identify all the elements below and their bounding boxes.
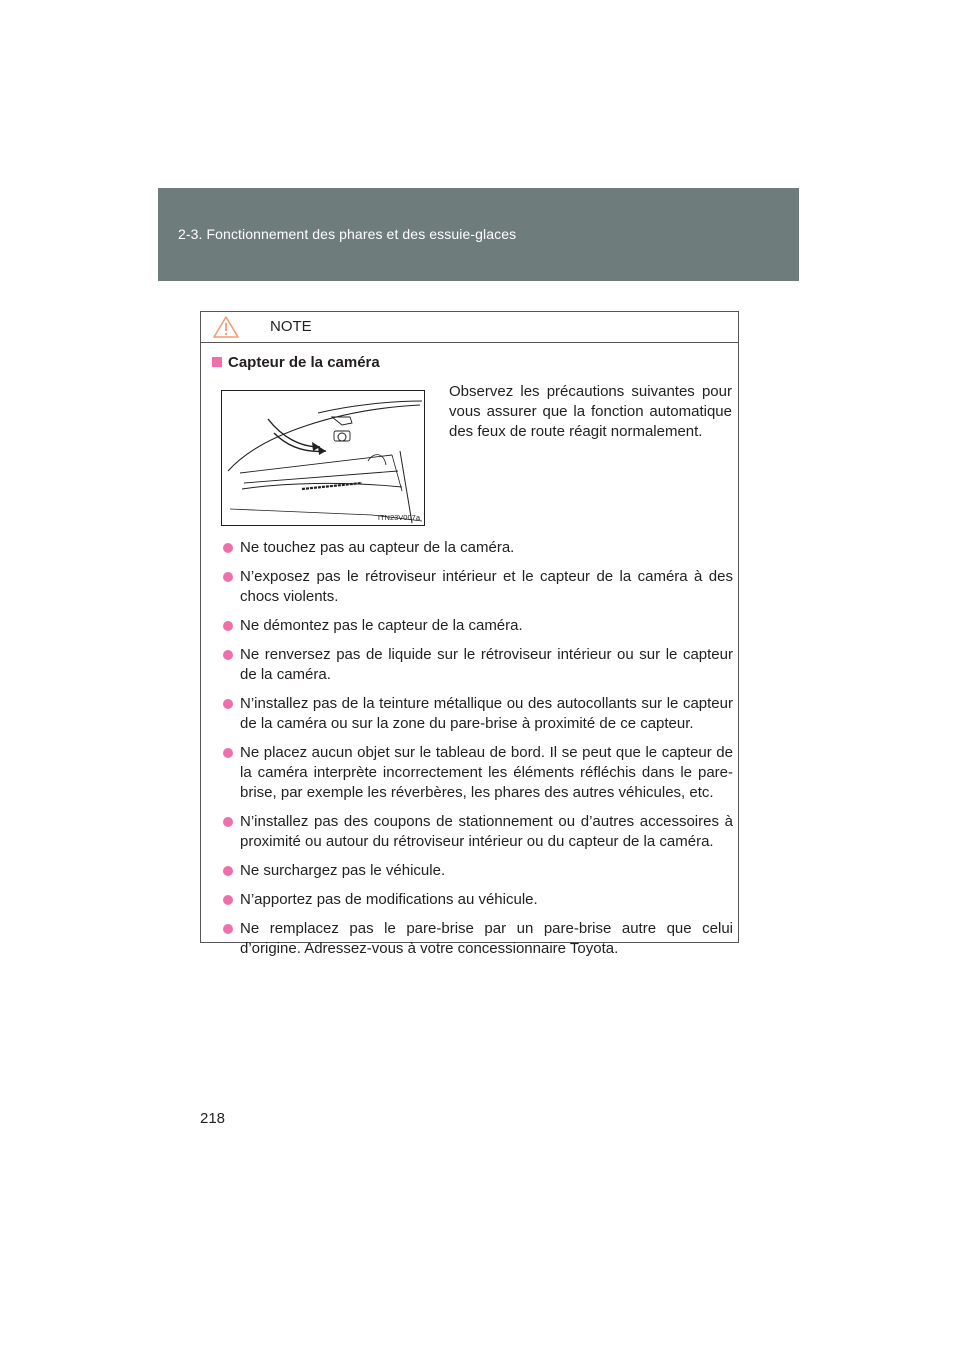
windshield-camera-illustration <box>221 390 425 526</box>
figure-code: ITN23V007a <box>377 513 420 522</box>
list-item-text: N’exposez pas le rétroviseur intérieur et le capteur de la caméra à des chocs violents. <box>240 568 733 605</box>
bullet-dot-icon <box>223 572 233 582</box>
note-box <box>200 311 739 957</box>
list-item <box>223 743 733 803</box>
list-item-text: N’apportez pas de modifications au véhicule. <box>240 891 538 908</box>
list-item-text: Ne démontez pas le capteur de la caméra. <box>240 617 523 634</box>
chapter-title: 2-3. Fonctionnement des phares et des essuie-glaces <box>178 226 517 242</box>
section-title <box>212 354 380 371</box>
list-item <box>223 890 733 910</box>
square-bullet-icon <box>212 357 222 367</box>
list-item-text: Ne touchez pas au capteur de la caméra. <box>240 539 515 556</box>
windshield-drawing <box>222 391 424 525</box>
list-item <box>223 538 733 558</box>
list-item-text: Ne placez aucun objet sur le tableau de bord. Il se peut que le capteur de la caméra interprète incorrectement les éléments réfléchis dans le pare-brise, par exemple les réverbères, les phares des autres véhicules, etc. <box>240 744 733 801</box>
note-header <box>201 312 738 343</box>
bullet-dot-icon <box>223 866 233 876</box>
list-item <box>223 861 733 881</box>
bullet-dot-icon <box>223 924 233 934</box>
list-item <box>223 919 733 959</box>
list-item <box>223 812 733 852</box>
bullet-dot-icon <box>223 699 233 709</box>
list-item-text: Ne remplacez pas le pare-brise par un pare-brise autre que celui d’origine. Adressez-vous à votre concessionnaire Toyota. <box>240 920 733 957</box>
list-item <box>223 645 733 685</box>
page-number: 218 <box>200 1110 226 1127</box>
list-item-text: N’installez pas des coupons de stationnement ou d’autres accessoires à proximité ou autour du rétroviseur intérieur ou du capteur de la caméra. <box>240 813 733 850</box>
intro-paragraph: Observez les précautions suivantes pour vous assurer que la fonction automatique des feux de route réagit normalement. <box>449 383 732 440</box>
list-item <box>223 567 733 607</box>
list-item-text: Ne surchargez pas le véhicule. <box>240 862 446 879</box>
list-item <box>223 616 733 636</box>
bullet-dot-icon <box>223 895 233 905</box>
warning-triangle-icon <box>212 315 240 339</box>
bullet-dot-icon <box>223 621 233 631</box>
list-item-text: N’installez pas de la teinture métallique ou des autocollants sur le capteur de la caméra ou sur la zone du pare-brise à proximité de ce capteur. <box>240 695 733 732</box>
note-label: NOTE <box>270 318 312 335</box>
list-item-text: Ne renversez pas de liquide sur le rétroviseur intérieur ou sur le capteur de la caméra. <box>240 646 733 683</box>
list-item <box>223 694 733 734</box>
section-title-text: Capteur de la caméra <box>228 354 380 371</box>
bullet-dot-icon <box>223 650 233 660</box>
bullet-dot-icon <box>223 543 233 553</box>
bullet-dot-icon <box>223 748 233 758</box>
precautions-list <box>223 538 733 968</box>
bullet-dot-icon <box>223 817 233 827</box>
